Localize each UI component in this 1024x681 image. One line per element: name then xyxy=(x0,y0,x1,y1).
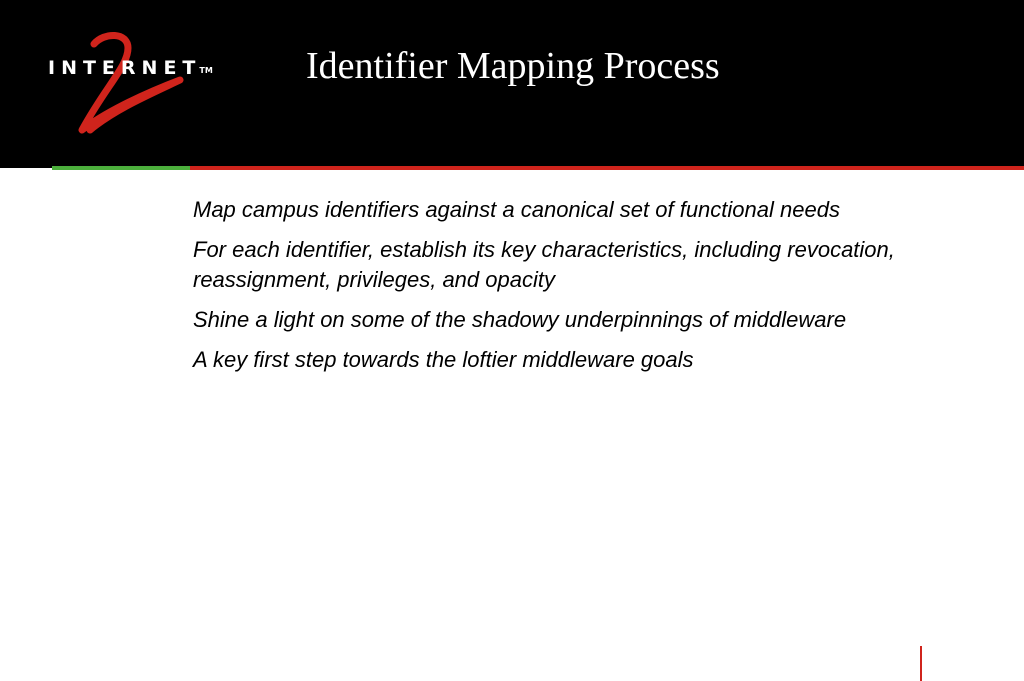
bullet-item: For each identifier, establish its key characteristics, including revocation, reassignment, privileges, and opacity xyxy=(193,237,895,292)
logo-word-text: INTERNET xyxy=(48,57,202,79)
slide-title: Identifier Mapping Process xyxy=(306,45,720,87)
logo-trademark: TM xyxy=(199,66,213,75)
bullet-item: Map campus identifiers against a canonical set of functional needs xyxy=(193,197,840,222)
logo-wordmark xyxy=(48,57,213,79)
bullet-item: A key first step towards the loftier middleware goals xyxy=(193,347,694,372)
header-rule-red xyxy=(190,166,1024,170)
internet2-logo xyxy=(48,30,213,134)
logo-numeral-2-icon xyxy=(48,30,213,134)
bullet-list xyxy=(193,195,913,385)
corner-accent-line xyxy=(920,646,922,681)
header-rule-green xyxy=(52,166,190,170)
bullet-item: Shine a light on some of the shadowy underpinnings of middleware xyxy=(193,307,847,332)
